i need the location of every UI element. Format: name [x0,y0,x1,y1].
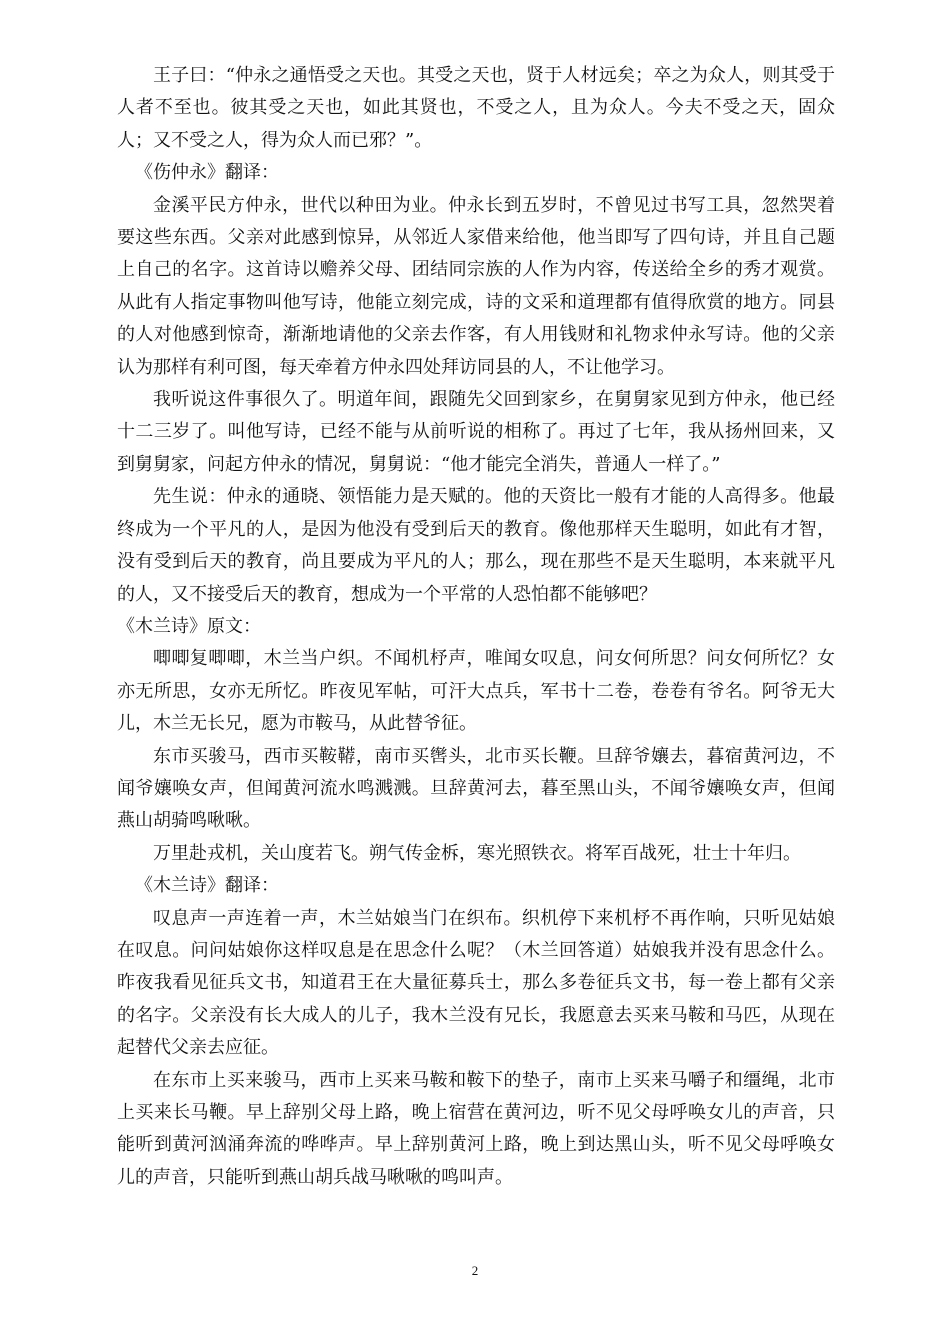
paragraph-mulan-original-1: 唧唧复唧唧，木兰当户织。不闻机杼声，唯闻女叹息，问女何所思？问女何所忆？女亦无所思，女亦无所忆。昨夜见军帖，可汗大点兵，军书十二卷，卷卷有爷名。阿爷无大儿，木兰无长兄，愿为市鞍马，从此替爷征。 [117,648,835,735]
heading-shang-zhongyong-translation: 《伤仲永》翻译： [135,162,279,184]
page-number: 2 [471,1263,479,1278]
paragraph-mulan-original-3: 万里赴戎机，关山度若飞。朔气传金柝，寒光照铁衣。将军百战死，壮士十年归。 [153,842,801,864]
paragraph-translation-3: 先生说：仲永的通晓、领悟能力是天赋的。他的天资比一般有才能的人高得多。他最终成为一个平凡的人，是因为他没有受到后天的教育。像他那样天生聪明，如此有才智，没有受到后天的教育，尚且要成为平凡的人；那么，现在那些不是天生聪明，本来就平凡的人，又不接受后天的教育，想成为一个平常的人恐怕都不能够吧？ [117,486,835,605]
paragraph-translation-1: 金溪平民方仲永，世代以种田为业。仲永长到五岁时，不曾见过书写工具，忽然哭着要这些东西。父亲对此感到惊异，从邻近人家借来给他，他当即写了四句诗，并且自己题上自己的名字。这首诗以赡养父母、团结同宗族的人作为内容，传送给全乡的秀才观赏。从此有人指定事物叫他写诗，他能立刻完成，诗的文采和道理都有值得欣赏的地方。同县的人对他感到惊奇，渐渐地请他的父亲去作客，有人用钱财和礼物求仲永写诗。他的父亲认为那样有利可图，每天牵着方仲永四处拜访同县的人，不让他学习。 [117,194,835,378]
heading-mulan-translation: 《木兰诗》翻译： [135,875,279,897]
document-body [117,60,835,1194]
paragraph-wang-commentary: 王子曰：“仲永之通悟受之天也。其受之天也，贤于人材远矣；卒之为众人，则其受于人者不至也。彼其受之天也，如此其贤也，不受之人，且为众人。今夫不受之天，固众人；又不受之人，得为众人而已邪？”。 [117,65,835,151]
paragraph-translation-2: 我听说这件事很久了。明道年间，跟随先父回到家乡，在舅舅家见到方仲永，他已经十二三岁了。叫他写诗，已经不能与从前听说的相称了。再过了七年，我从扬州回来，又到舅舅家，问起方仲永的情况，舅舅说：“他才能完全消失，普通人一样了。” [117,389,835,475]
paragraph-mulan-translation-2: 在东市上买来骏马，西市上买来马鞍和鞍下的垫子，南市上买来马嚼子和缰绳，北市上买来长马鞭。早上辞别父母上路，晚上宿营在黄河边，听不见父母呼唤女儿的声音，只能听到黄河汹涌奔流的哗哗声。早上辞别黄河上路，晚上到达黑山头，听不见父母呼唤女儿的声音，只能听到燕山胡兵战马啾啾的鸣叫声。 [117,1069,835,1188]
paragraph-mulan-translation-1: 叹息声一声连着一声，木兰姑娘当门在织布。织机停下来机杼不再作响，只听见姑娘在叹息。问问姑娘你这样叹息是在思念什么呢？（木兰回答道）姑娘我并没有思念什么。昨夜我看见征兵文书，知道君王在大量征募兵士，那么多卷征兵文书，每一卷上都有父亲的名字。父亲没有长大成人的儿子，我木兰没有兄长，我愿意去买来马鞍和马匹，从现在起替代父亲去应征。 [117,907,835,1059]
heading-mulan-original: 《木兰诗》原文： [117,615,261,637]
paragraph-mulan-original-2: 东市买骏马，西市买鞍鞯，南市买辔头，北市买长鞭。旦辞爷孃去，暮宿黄河边，不闻爷孃唤女声，但闻黄河流水鸣溅溅。旦辞黄河去，暮至黑山头，不闻爷孃唤女声，但闻燕山胡骑鸣啾啾。 [117,745,835,832]
